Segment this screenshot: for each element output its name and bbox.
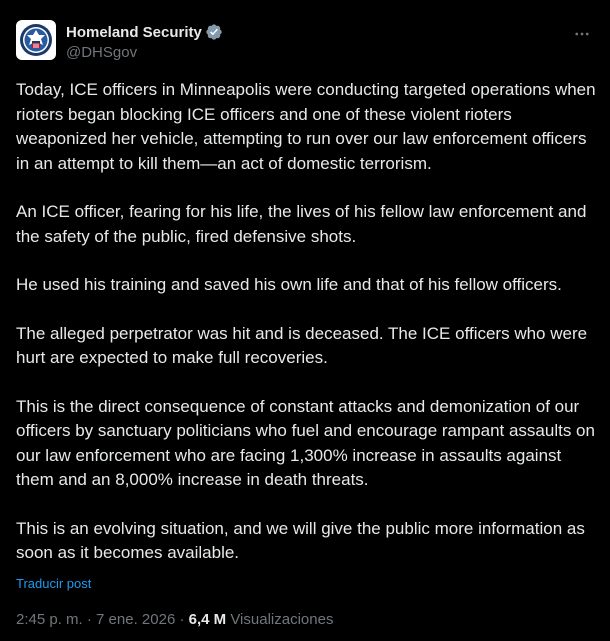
post-paragraph: The alleged perpetrator was hit and is deceased. The ICE officers who were hurt are expected to make full recoveries. [16,323,588,367]
avatar[interactable] [16,20,56,60]
user-handle[interactable]: @DHSgov [66,44,138,61]
meta-separator: · [86,611,92,628]
post-header [16,20,594,64]
post-paragraph: He used his training and saved his own life and that of his fellow officers. [16,275,562,294]
meta-separator: · [179,611,185,628]
author-names [66,22,223,61]
post-time[interactable]: 2:45 p. m. [16,611,83,628]
post-paragraph: An ICE officer, fearing for his life, the lives of his fellow law enforcement and the safety of the public, fired defensive shots. [16,202,587,246]
display-name[interactable]: Homeland Security [66,23,202,41]
views-count: 6,4 M [188,611,227,628]
post-paragraph: This is an evolving situation, and we will give the public more information as soon as it becomes available. [16,518,585,562]
post-paragraph: Today, ICE officers in Minneapolis were conducting targeted operations when rioters began blocking ICE officers and one of these violent rioters weaponized her vehicle, attempting to run over our law enforcement officers in an attempt to kill them—an act of domestic terrorism. [16,80,596,173]
post-meta [16,611,333,628]
post-paragraph: This is the direct consequence of constant attacks and demonization of our officers by sanctuary politicians who fuel and encourage rampant assaults on our law enforcement who are facing 1,300% increase in assaults against them and an 8,000% increase in death threats. [16,396,595,489]
more-options-icon[interactable] [570,24,594,44]
display-name-row [66,22,223,42]
dhs-seal-icon [19,23,53,57]
translate-post-link[interactable]: Traducir post [16,576,92,591]
views-label: Visualizaciones [230,611,334,628]
post-date[interactable]: 7 ene. 2026 [96,611,176,628]
verified-badge-icon[interactable] [205,23,223,41]
post-text [16,78,596,566]
